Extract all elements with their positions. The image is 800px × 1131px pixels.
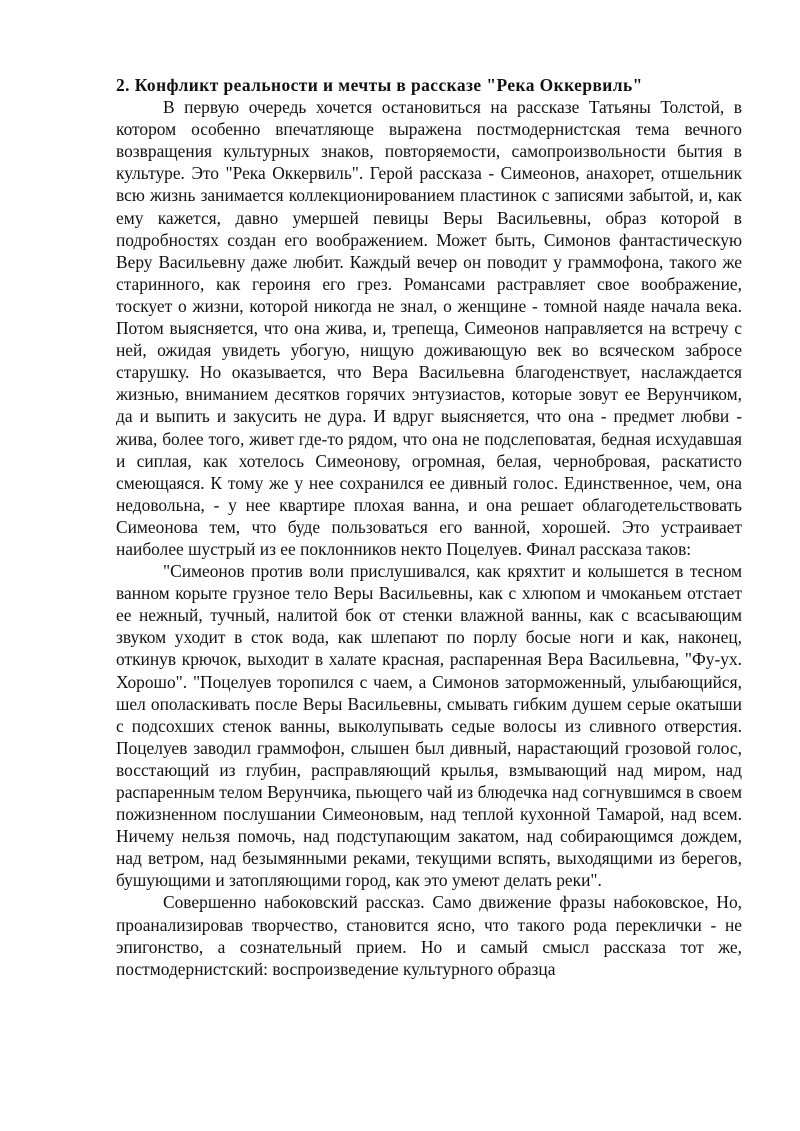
- paragraph-intro: В первую очередь хочется остановиться на рассказе Татьяны Толстой, в котором особенно впечатляюще выражена постмодернистская тема вечного возвращения культурных знаков, повторяемости, самопроизвольности бытия в культуре. Это "Река Оккервиль". Герой рассказа - Симеонов, анахорет, отшельник всю жизнь занимается коллекционированием пластинок с записями забытой, и, как ему кажется, давно умершей певицы Веры Васильевны, образ которой в подробностях создан его воображением. Может быть, Симонов фантастическую Веру Васильевну даже любит. Каждый вечер он поводит у граммофона, такого же старинного, как героиня его грез. Романсами растравляет свое воображение, тоскует о жизни, которой никогда не знал, о женщине - томной наяде начала века. Потом выясняется, что она жива, и, трепеща, Симеонов направляется на встречу с ней, ожидая увидеть убогую, нищую доживающую век во всяческом забросе старушку. Но оказывается, что Вера Васильевна благоденствует, наслаждается жизнью, вниманием десятков горячих энтузиастов, которые зовут ее Верунчиком, да и выпить и закусить не дура. И вдруг выясняется, что она - предмет любви - жива, более того, живет где-то рядом, что она не подслеповатая, бедная исхудавшая и сиплая, как хотелось Симеонову, огромная, белая, чернобровая, раскатисто смеющаяся. К тому же у нее сохранился ее дивный голос. Единственное, чем, она недовольна, - у нее квартире плохая ванна, и она решает облагодетельствовать Симеонова тем, что буде пользоваться его ванной, хорошей. Это устраивает наиболее шустрый из ее поклонников некто Поцелуев. Финал рассказа таков:: [116, 97, 742, 559]
- paragraph-conclusion: Совершенно набоковский рассказ. Само движение фразы набоковское, Но, проанализировав творчество, становится ясно, что такого рода переклички - не эпигонство, а сознательный прием. Но и самый смысл рассказа тот же, постмодернистский: воспроизведение культурного образца: [116, 892, 742, 979]
- paragraph-quote: "Симеонов против воли прислушивался, как кряхтит и колышется в тесном ванном корыте грузное тело Веры Васильевны, как с хлюпом и чмоканьем отстает ее нежный, тучный, налитой бок от стенки влажной ванны, как с всасывающим звуком уходит в сток вода, как шлепают по порлу босые ноги и как, наконец, откинув крючок, выходит в халате красная, распаренная Вера Васильевна, "Фу-ух. Хорошо". "Поцелуев торопился с чаем, а Симонов заторможенный, улыбающийся, шел ополаскивать после Веры Васильевны, смывать гибким душем серые окатыши с подсохших стенок ванны, выколупывать седые волосы из сливного отверстия. Поцелуев заводил граммофон, слышен был дивный, нарастающий грозовой голос, восстающий из глубин, расправляющий крылья, взмывающий над миром, над распаренным телом Верунчика, пьющего чай из блюдечка над согнувшимся в своем пожизненном послушании Симеоновым, над теплой кухонной Тамарой, над всем. Ничему нельзя помочь, над подступающим закатом, над собирающимся дождем, над ветром, над безымянными реками, текущими вспять, выходящими из берегов, бушующими и затопляющими город, как это умеют делать реки".: [116, 561, 742, 891]
- section-heading: 2. Конфликт реальности и мечты в рассказе "Река Оккервиль": [116, 75, 643, 95]
- document-page: [116, 74, 742, 980]
